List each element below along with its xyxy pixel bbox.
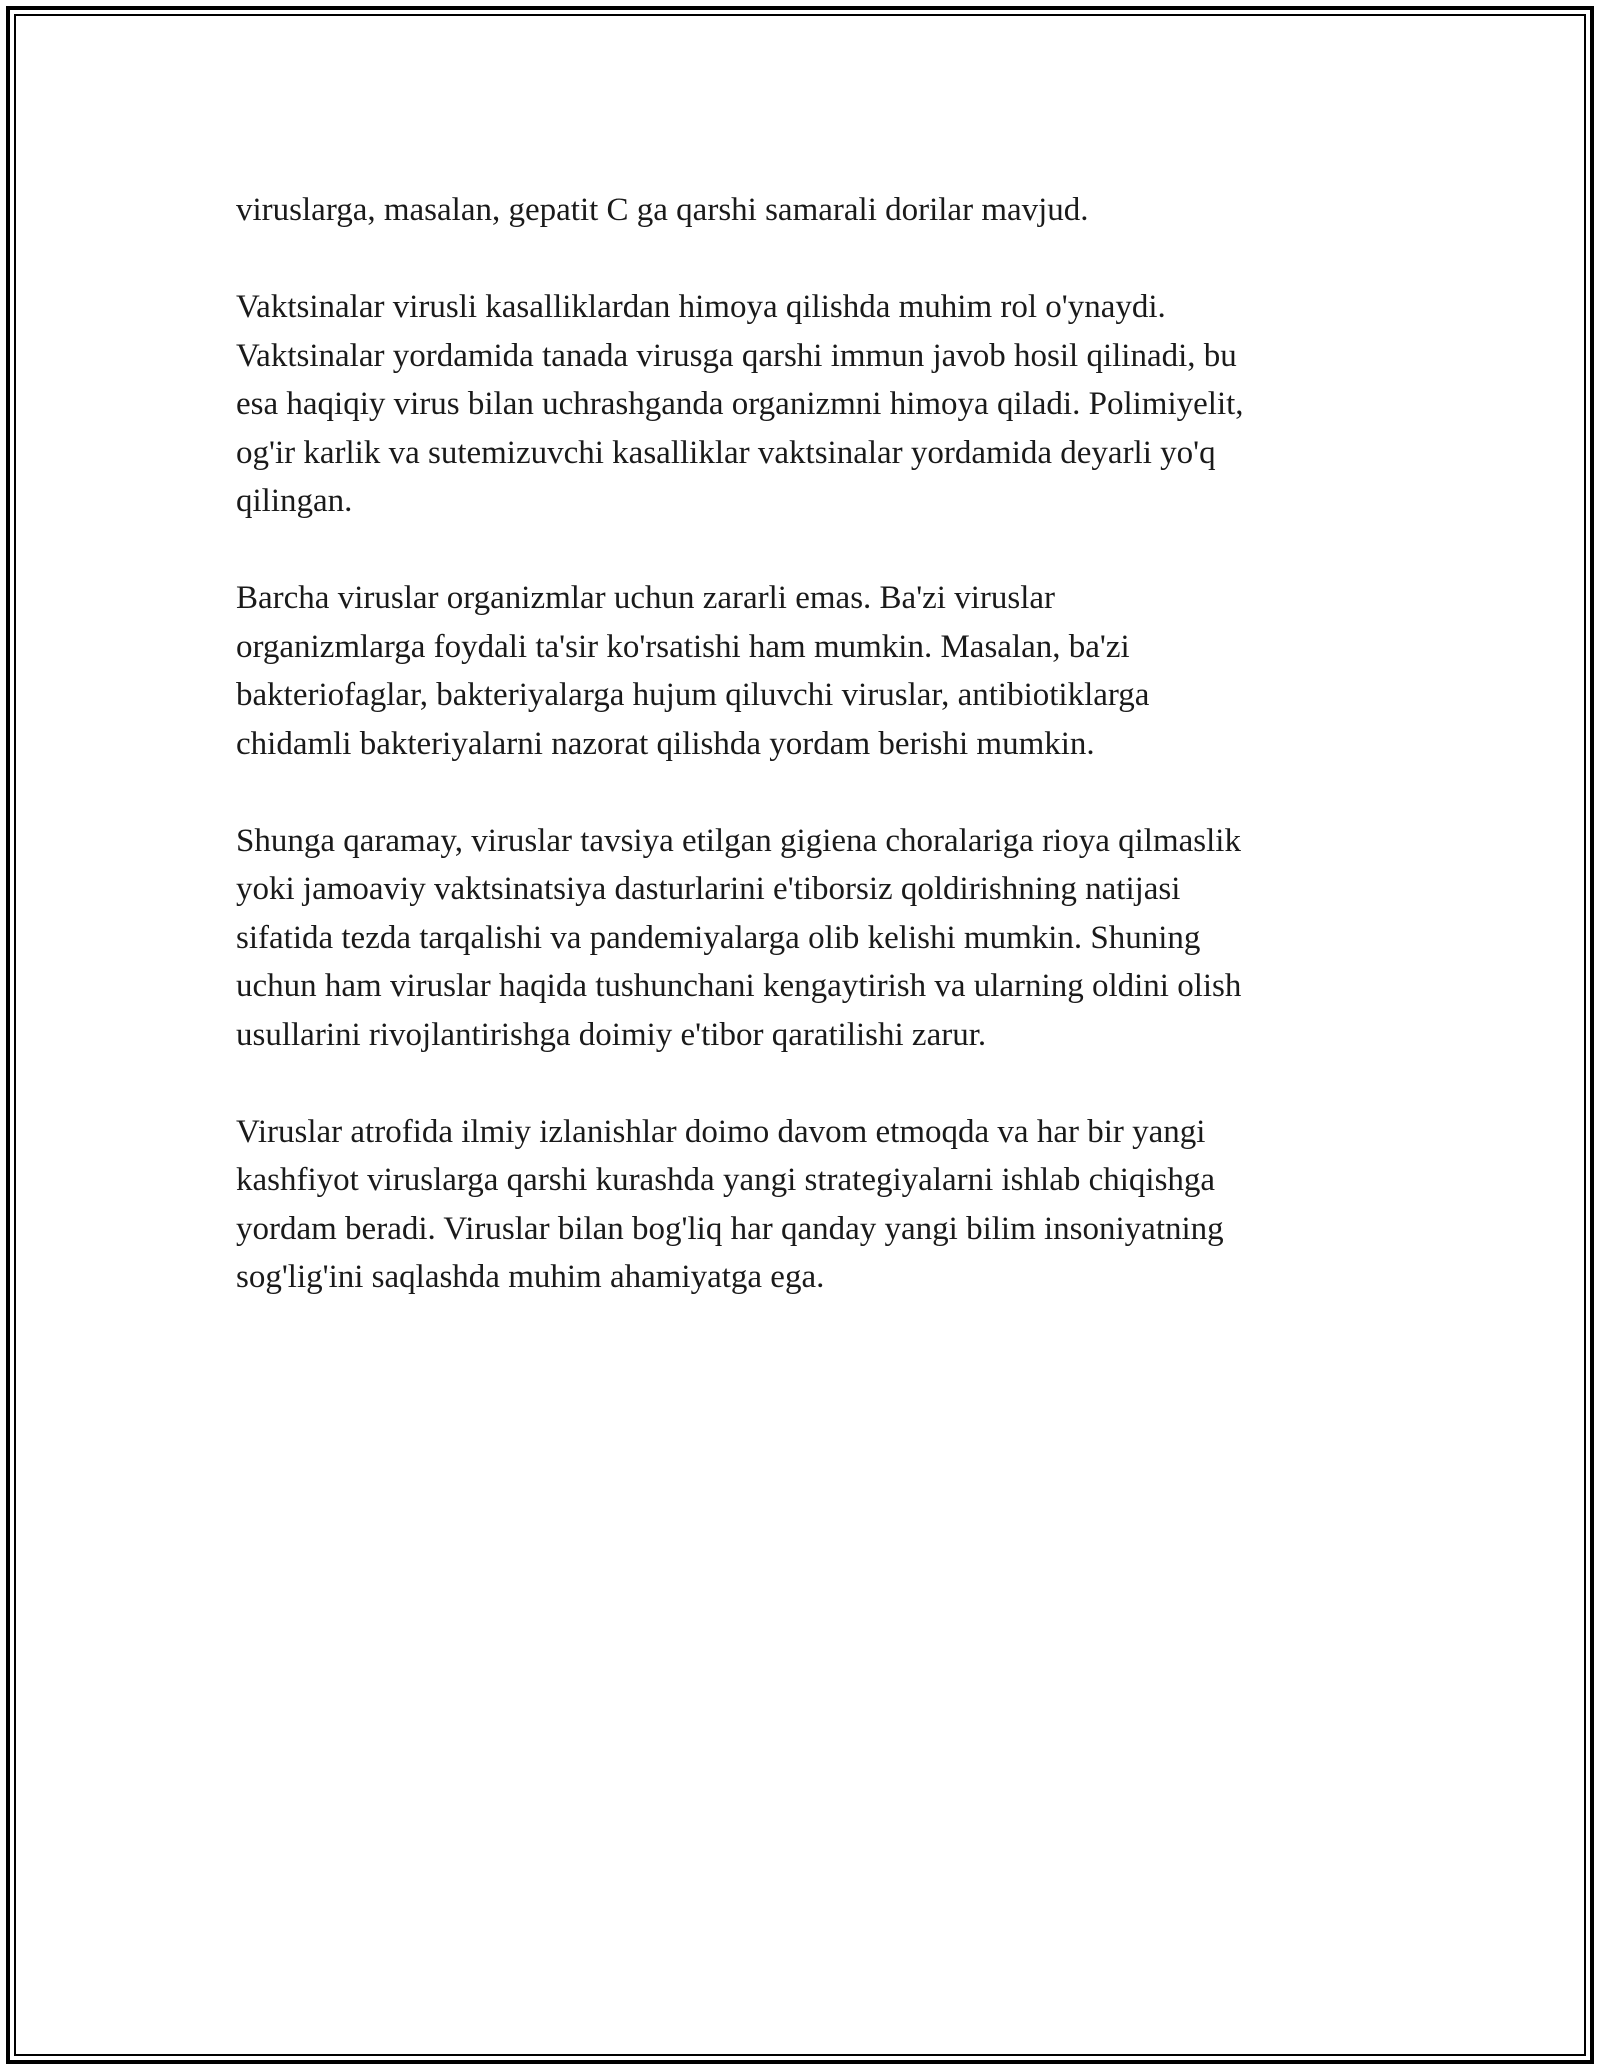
paragraph-4: Shunga qaramay, viruslar tavsiya etilgan gigiena choralariga rioya qilmaslik yoki jamoaviy vaktsinatsiya dasturlarini e'tiborsiz qoldirishning natijasi sifatida tezda tarqalishi va pandemiyalarga olib kelishi mumkin. Shuning uchun ham viruslar haqida tushunchani kengaytirish va ularning oldini olish usullarini rivojlantirishga doimiy e'tibor qaratilishi zarur.	[236, 822, 1242, 1053]
paragraph-5: Viruslar atrofida ilmiy izlanishlar doimo davom etmoqda va har bir yangi kashfiyot viruslarga qarshi kurashda yangi strategiyalarni ishlab chiqishga yordam beradi. Viruslar bilan bog'liq har qanday yangi bilim insoniyatning sog'lig'ini saqlashda muhim ahamiyatga ega.	[236, 1113, 1224, 1295]
paragraph-1: viruslarga, masalan, gepatit C ga qarshi samarali dorilar mavjud.	[236, 192, 1089, 228]
paragraph-2: Vaktsinalar virusli kasalliklardan himoya qilishda muhim rol o'ynaydi. Vaktsinalar yordamida tanada virusga qarshi immun javob hosil qilinadi, bu esa haqiqiy virus bilan uchrashganda organizmni himoya qiladi. Polimiyelit, og'ir karlik va sutemizuvchi kasalliklar vaktsinalar yordamida deyarli yo'q qilingan.	[236, 289, 1244, 519]
document-body	[236, 186, 1366, 1350]
paragraph-3: Barcha viruslar organizmlar uchun zararli emas. Ba'zi viruslar organizmlarga foydali ta'sir ko'rsatishi ham mumkin. Masalan, ba'zi bakteriofaglar, bakteriyalarga hujum qiluvchi viruslar, antibiotiklarga chidamli bakteriyalarni nazorat qilishda yordam berishi mumkin.	[236, 580, 1150, 762]
